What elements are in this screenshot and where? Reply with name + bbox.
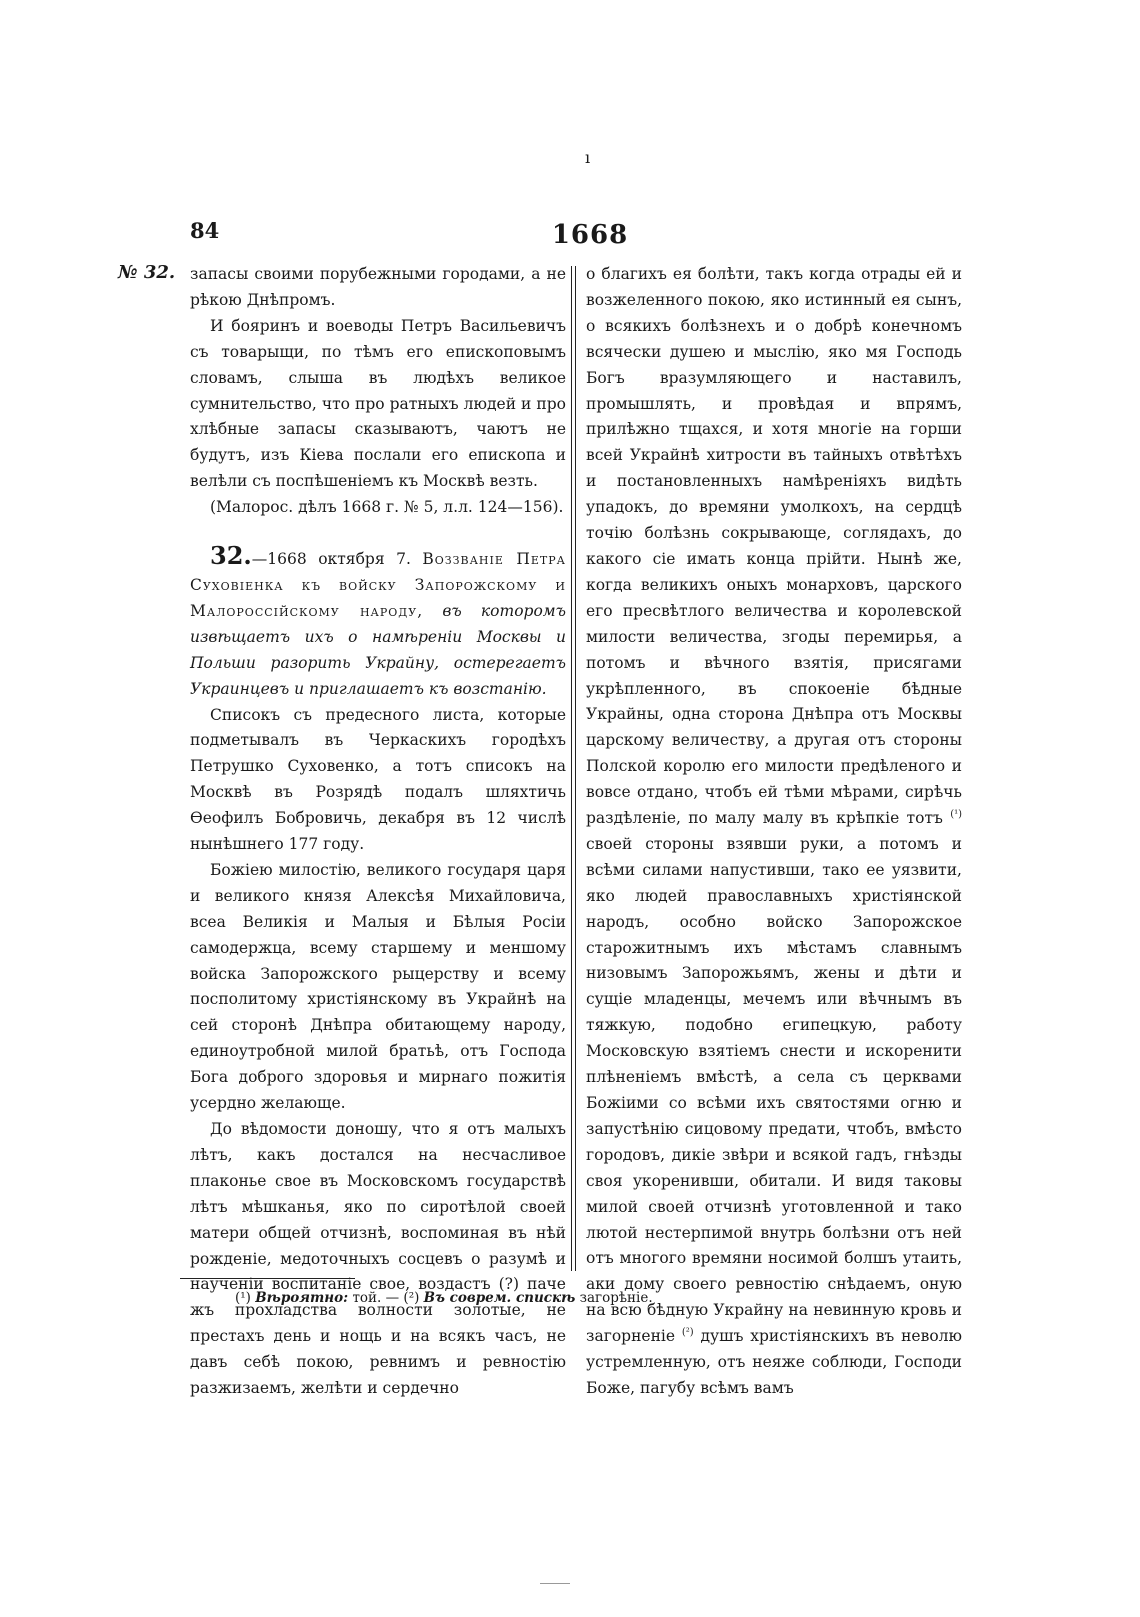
document-number: 32. bbox=[210, 541, 252, 571]
footnote-text: той. — bbox=[352, 1290, 400, 1306]
footnote-label: Вѣроятно: bbox=[255, 1290, 349, 1306]
footnote-marker: (¹) bbox=[235, 1290, 251, 1306]
document-date: —1668 октября 7. bbox=[251, 550, 411, 569]
spacer bbox=[190, 521, 566, 543]
column-rule bbox=[571, 266, 572, 1271]
paragraph-text: своей стороны взявши руки, а потомъ и всѣми силами напустивши, тако ее уязвити, яко людей православныхъ христiянской народъ, особно войско Запорожское старожитнымъ ихъ мѣстамъ славнымъ низовымъ Запорожьямъ, жены и дѣти и сущiе младенцы, мечемъ или вѣчнымъ въ тяжкую, подобно египецкую, работу Московскую взятiемъ снести и искоренити плѣненiемъ вмѣстѣ, а села съ церквами Божiими со всѣми ихъ святостями огню и запустѣнiю сицовому предати, чтобъ, вмѣсто городовъ, дикiе звѣри и всякой гадъ, гнѣзды своя укоренивши, обитали. И видя таковы милой своей отчизнѣ уготовленной и тако лютой нестерпимой внутрь болѣзни отъ ней отъ многого времяни носимой болшъ утаить, аки дому своего ревностiю снѣдаемъ, оную на всю бѣдную Украйну на невинную кровь и загорненiе bbox=[586, 834, 962, 1346]
top-mark: ı bbox=[585, 148, 591, 167]
paragraph: И бояринъ и воеводы Петръ Васильевичъ съ товарыщи, по тѣмъ его епископовымъ словамъ, слыша въ людѣхъ великое сумнительство, что про ратныхъ людей и про хлѣбные запасы сказываютъ, чаютъ не будутъ, изъ Кiева послали его епископа и велѣли съ поспѣшенiемъ къ Москвѣ везть. bbox=[190, 316, 566, 491]
archive-citation: (Малорос. дѣлъ 1668 г. № 5, л.л. 124—156). bbox=[210, 498, 564, 517]
footnote-marker: (²) bbox=[403, 1290, 420, 1306]
paragraph-text: До вѣдомости доношу, что я отъ малыхъ лѣтъ, какъ достался на несчасливое плаконье свое въ Московскомъ государствѣ лѣтъ мѣшканья, яко по сиротѣлой своей матери общей отчизнѣ, воспоминая въ нѣй рожденiе, медоточныхъ сосцевъ о разумѣ и наученiи воспитанiе свое, воздастъ bbox=[190, 1120, 566, 1294]
column-rule bbox=[575, 266, 576, 1271]
footnote-reference: (¹) bbox=[950, 808, 962, 820]
document-heading bbox=[190, 543, 566, 702]
editorial-query: (?) bbox=[498, 1275, 519, 1294]
footnote-rule bbox=[180, 1278, 355, 1279]
paragraph bbox=[190, 1117, 566, 1402]
bottom-mark bbox=[540, 1583, 570, 1584]
paragraph: Божiею милостiю, великого государя царя и великого князя Алексѣя Михайловича, всеа Великiя и Малыя и Бѣлыя Росiи самодержца, всему старшему и меншому войска Запорожского рыцерству и всему посполитому христiянскому въ Украйнѣ на сей сторонѣ Днѣпра обитающему народу, единоутробной милой братьѣ, отъ Господа Бога доброго здоровья и мирнаго пожитiя усердно желающе. bbox=[190, 860, 566, 1113]
paragraph: Списокъ съ предесного листа, которые подметывалъ въ Черкаскихъ городѣхъ Петрушко Суховенко, а тотъ списокъ на Москвѣ въ Розрядѣ подалъ шляхтичь Ѳеофилъ Бобровичь, декабря въ 12 числѣ нынѣшнего 177 году. bbox=[190, 705, 566, 854]
paragraph-text: паче жъ прохладства волности золотые, не престахъ день и нощь и на всякъ часъ, не давъ себѣ покою, ревнимъ и ревностiю разжизаемъ, желѣти и сердечно bbox=[190, 1275, 566, 1398]
margin-document-reference: № 32. bbox=[118, 262, 176, 283]
footnotes bbox=[235, 1290, 653, 1306]
footnote-reference: (²) bbox=[681, 1327, 694, 1338]
paragraph: запасы своими порубежными городами, а не рѣкою Днѣпромъ. bbox=[190, 265, 566, 309]
document-title: Воззванiе Петра Суховiенка къ войску Запорожскому и Малороссiйскому народу, bbox=[190, 550, 566, 620]
footnote-text: загорѣнiе. bbox=[579, 1290, 653, 1306]
paragraph bbox=[586, 262, 962, 1402]
footnote-label: Въ соврем. спискѣ bbox=[423, 1290, 576, 1306]
page-number: 84 bbox=[190, 218, 220, 243]
running-header-year: 1668 bbox=[551, 220, 629, 250]
paragraph-text: о благихъ ея болѣти, такъ когда отрады ей и возжеленного покою, яко истинный ея сынъ, о всякихъ болѣзнехъ и о добрѣ конечномъ всячески душею и мыслiю, яко мя Господь Богъ вразумляющего и наставилъ, промышлять, и провѣдая и впрямъ, прилѣжно тщахся, и хотя многiе на горши всей Украйнѣ хитрости въ тайныхъ отвѣтѣхъ и постановленныхъ намѣренiяхъ видѣть упадокъ, до времяни умолкохъ, на сердцѣ точiю болѣзнь сокрывающе, соглядахъ, до какого сiе имать конца прiйти. Нынѣ же, когда великихъ оныхъ монарховъ, царского его пресвѣтлого величества и королевской милости величества, згоды перемирья, а потомъ и вѣчного взятiя, присягами укрѣпленного, въ спокоенiе бѣдные Украйны, одна сторона Днѣпра отъ Москвы царскому величеству, а другая отъ стороны Полской королю его милости предѣленого и вовсе отдано, чтобъ ей тѣми мѣрами, сирѣчь раздѣленiе, по малу малу въ крѣпкiе тотъ bbox=[586, 265, 962, 828]
document-summary: въ которомъ извѣщаетъ ихъ о намѣренiи Москвы и Польши разорить Украйну, остерегаетъ Украинцевъ и приглашаетъ къ возстанiю. bbox=[190, 601, 566, 698]
paragraph-text: душъ христiянскихъ въ неволю устремленную, отъ неяже соблюди, Господи Боже, пагубу всѣмъ вамъ bbox=[586, 1327, 963, 1397]
